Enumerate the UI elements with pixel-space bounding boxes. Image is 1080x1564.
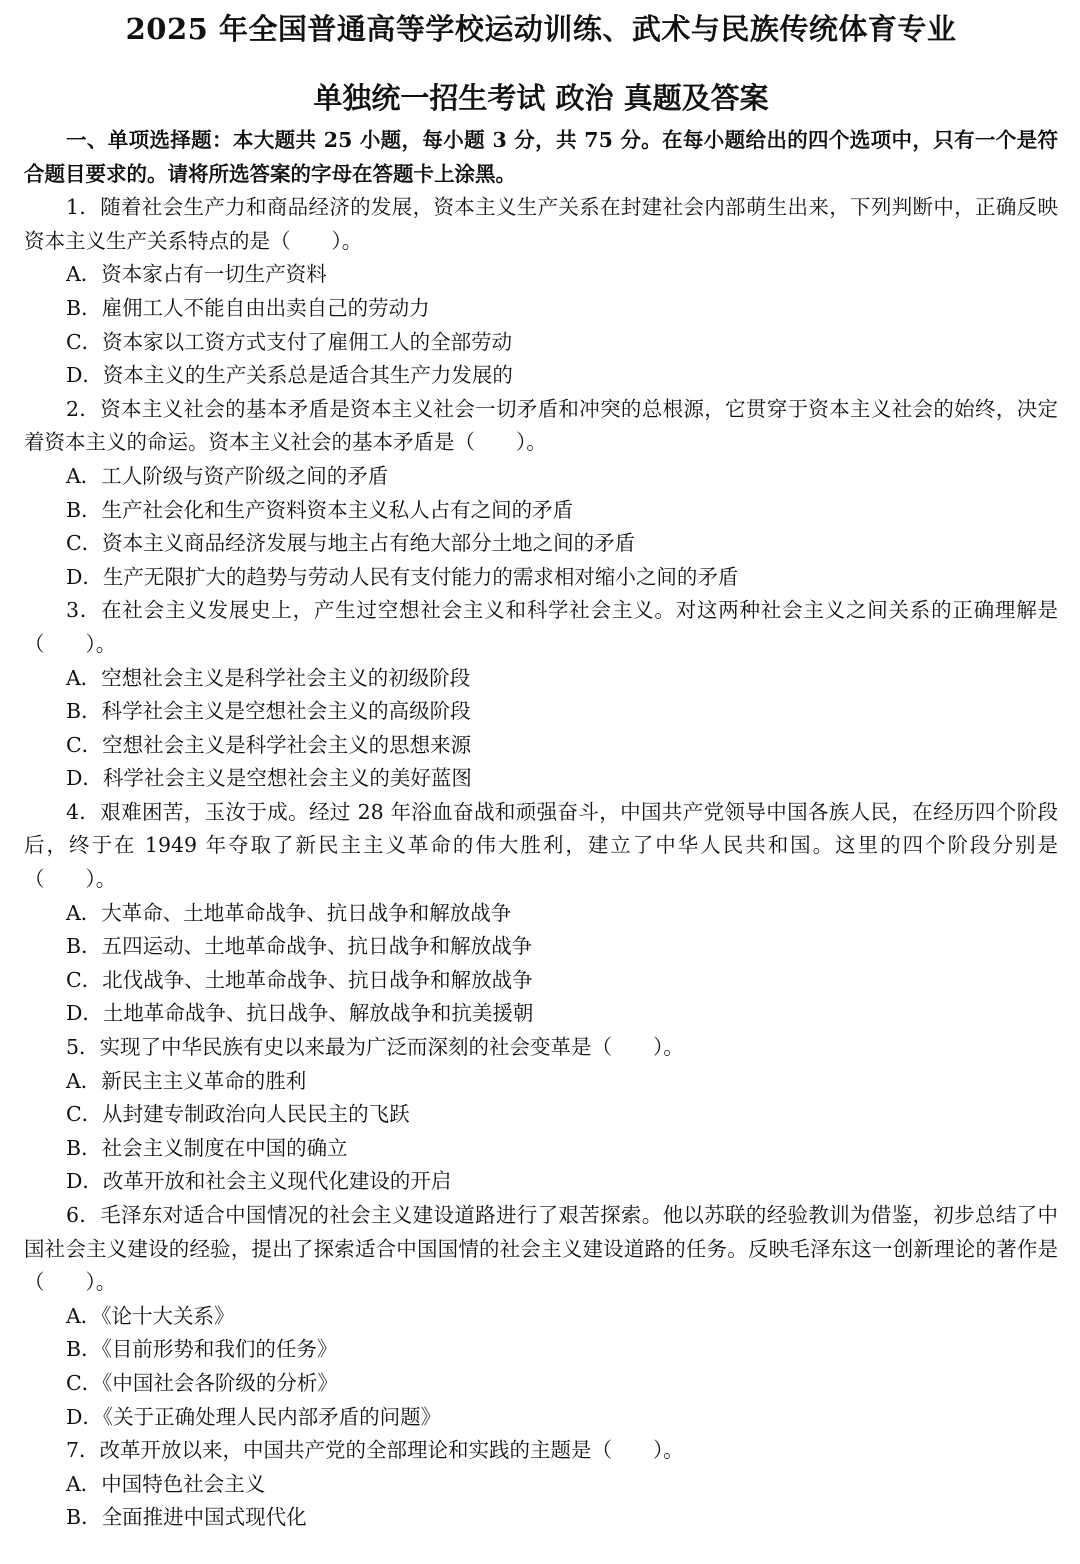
question-block-5 — [24, 1031, 1058, 1199]
question-stem: 2．资本主义社会的基本矛盾是资本主义社会一切矛盾和冲突的总根源，它贯穿于资本主义社会的始终，决定着资本主义的命运。资本主义社会的基本矛盾是（ ）。 — [24, 396, 1058, 455]
question-option: B．《目前形势和我们的任务》 — [66, 1337, 338, 1362]
question-stem: 5．实现了中华民族有史以来最为广泛而深刻的社会变革是（ ）。 — [66, 1035, 684, 1060]
question-option: D．科学社会主义是空想社会主义的美好蓝图 — [66, 766, 472, 791]
question-option: B．生产社会化和生产资料资本主义私人占有之间的矛盾 — [66, 497, 574, 522]
question-option: A．资本家占有一切生产资料 — [66, 262, 327, 287]
question-option: D．资本主义的生产关系总是适合其生产力发展的 — [66, 363, 513, 388]
question-option: A．新民主主义革命的胜利 — [66, 1068, 307, 1093]
question-option: D．《关于正确处理人民内部矛盾的问题》 — [66, 1404, 442, 1429]
question-option: A．大革命、土地革命战争、抗日战争和解放战争 — [66, 900, 512, 925]
question-option: B．五四运动、土地革命战争、抗日战争和解放战争 — [66, 934, 533, 959]
question-block-7 — [24, 1434, 1058, 1535]
question-option: A．《论十大关系》 — [66, 1303, 235, 1328]
document-title-line-2: 单独统一招生考试 政治 真题及答案 — [313, 81, 769, 115]
question-block-4 — [24, 796, 1058, 1031]
question-option: B．雇佣工人不能自由出卖自己的劳动力 — [66, 295, 430, 320]
question-option: C．《中国社会各阶级的分析》 — [66, 1370, 338, 1395]
question-option: B．全面推进中国式现代化 — [66, 1505, 307, 1530]
question-option: A．工人阶级与资产阶级之间的矛盾 — [66, 463, 389, 488]
question-option: B．科学社会主义是空想社会主义的高级阶段 — [66, 699, 471, 724]
question-block-2 — [24, 393, 1058, 595]
question-stem: 3．在社会主义发展史上，产生过空想社会主义和科学社会主义。对这两种社会主义之间关系的正确理解是（ ）。 — [24, 598, 1058, 656]
question-block-3 — [24, 594, 1058, 796]
question-option: C．空想社会主义是科学社会主义的思想来源 — [66, 732, 472, 757]
question-stem: 6．毛泽东对适合中国情况的社会主义建设道路进行了艰苦探索。他以苏联的经验教训为借鉴，初步总结了中国社会主义建设的经验，提出了探索适合中国国情的社会主义建设道路的任务。反映毛泽东这一创新理论的著作是（ ）。 — [24, 1203, 1058, 1295]
question-option: D．土地革命战争、抗日战争、解放战争和抗美援朝 — [66, 1001, 534, 1026]
question-option: C．资本主义商品经济发展与地主占有绝大部分土地之间的矛盾 — [66, 531, 636, 556]
question-option: C．从封建专制政治向人民民主的飞跃 — [66, 1102, 410, 1127]
section-heading: 一、单项选择题：本大题共 25 小题，每小题 3 分，共 75 分。在每小题给出的四个选项中，只有一个是符合题目要求的。请将所选答案的字母在答题卡上涂黑。 — [24, 128, 1058, 186]
question-option: A．空想社会主义是科学社会主义的初级阶段 — [66, 665, 471, 690]
question-stem: 7．改革开放以来，中国共产党的全部理论和实践的主题是（ ）。 — [66, 1438, 684, 1463]
question-stem: 4．艰难困苦，玉汝于成。经过 28 年浴血奋战和顽强奋斗，中国共产党领导中国各族人民，在经历四个阶段后，终于在 1949 年夺取了新民主主义革命的伟大胜利，建立了中华人民共和国。这里的四个阶段分别是（ ）。 — [24, 799, 1058, 892]
question-stem: 1．随着社会生产力和商品经济的发展，资本主义生产关系在封建社会内部萌生出来，下列判断中，正确反映资本主义生产关系特点的是（ ）。 — [24, 195, 1058, 253]
question-option: B．社会主义制度在中国的确立 — [66, 1135, 348, 1160]
question-option: C．北伐战争、土地革命战争、抗日战争和解放战争 — [66, 967, 533, 992]
question-option: D．生产无限扩大的趋势与劳动人民有支付能力的需求相对缩小之间的矛盾 — [66, 564, 739, 589]
question-option: C．资本家以工资方式支付了雇佣工人的全部劳动 — [66, 329, 513, 354]
question-option: D．改革开放和社会主义现代化建设的开启 — [66, 1169, 452, 1194]
question-block-1 — [24, 191, 1058, 393]
question-block-6 — [24, 1199, 1058, 1434]
document-title-line-1: 2025 年全国普通高等学校运动训练、武术与民族传统体育专业 — [125, 12, 957, 46]
question-option: A．中国特色社会主义 — [66, 1471, 266, 1496]
